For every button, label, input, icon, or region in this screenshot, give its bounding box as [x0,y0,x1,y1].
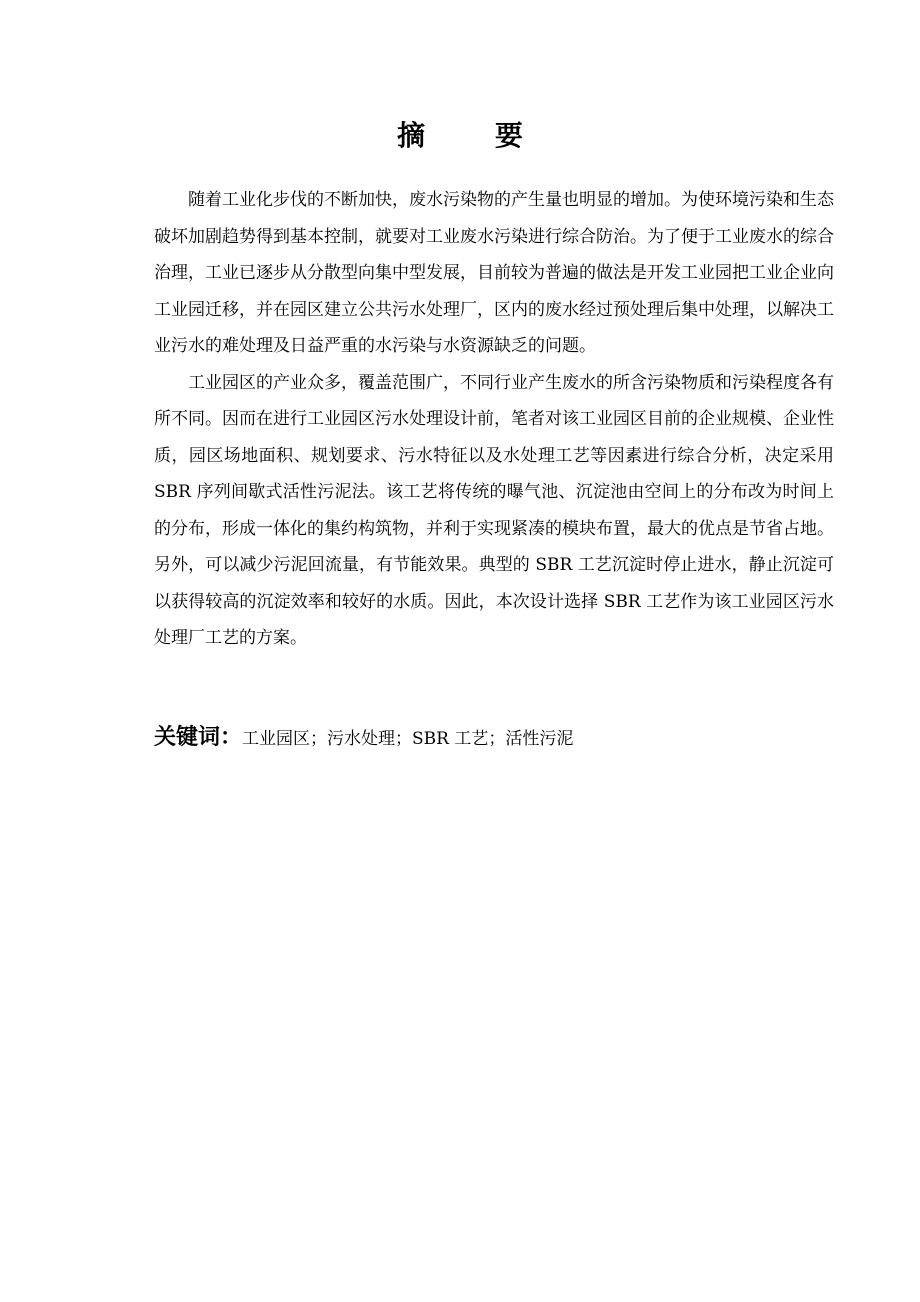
abstract-paragraph-1: 随着工业化步伐的不断加快，废水污染物的产生量也明显的增加。为使环境污染和生态破坏加剧趋势得到基本控制，就要对工业废水污染进行综合防治。为了便于工业废水的综合治理，工业已逐步从分散型向集中型发展，目前较为普遍的做法是开发工业园把工业企业向工业园迁移，并在园区建立公共污水处理厂，区内的废水经过预处理后集中处理，以解决工业污水的难处理及日益严重的水污染与水资源缺乏的问题。 [154,190,834,356]
abstract-paragraph-2: 工业园区的产业众多，覆盖范围广，不同行业产生废水的所含污染物质和污染程度各有所不同。因而在进行工业园区污水处理设计前，笔者对该工业园区目前的企业规模、企业性质，园区场地面积、规划要求、污水特征以及水处理工艺等因素进行综合分析，决定采用 SBR 序列间歇式活性污泥法。该工艺将传统的曝气池、沉淀池由空间上的分布改为时间上的分布，形成一体化的集约构筑物，并利于实现紧凑的模块布置，最大的优点是节省占地。另外，可以减少污泥回流量，有节能效果。典型的 SBR 工艺沉淀时停止进水，静止沉淀可以获得较高的沉淀效率和较好的水质。因此，本次设计选择 SBR 工艺作为该工业园区污水处理厂工艺的方案。 [154,372,834,648]
keywords-values: 工业园区；污水处理；SBR 工艺；活性污泥 [242,729,574,749]
keywords-label: 关键词： [154,725,243,750]
abstract-title: 摘 要 [397,119,553,152]
abstract-body [154,182,834,657]
keywords-line [154,718,834,759]
